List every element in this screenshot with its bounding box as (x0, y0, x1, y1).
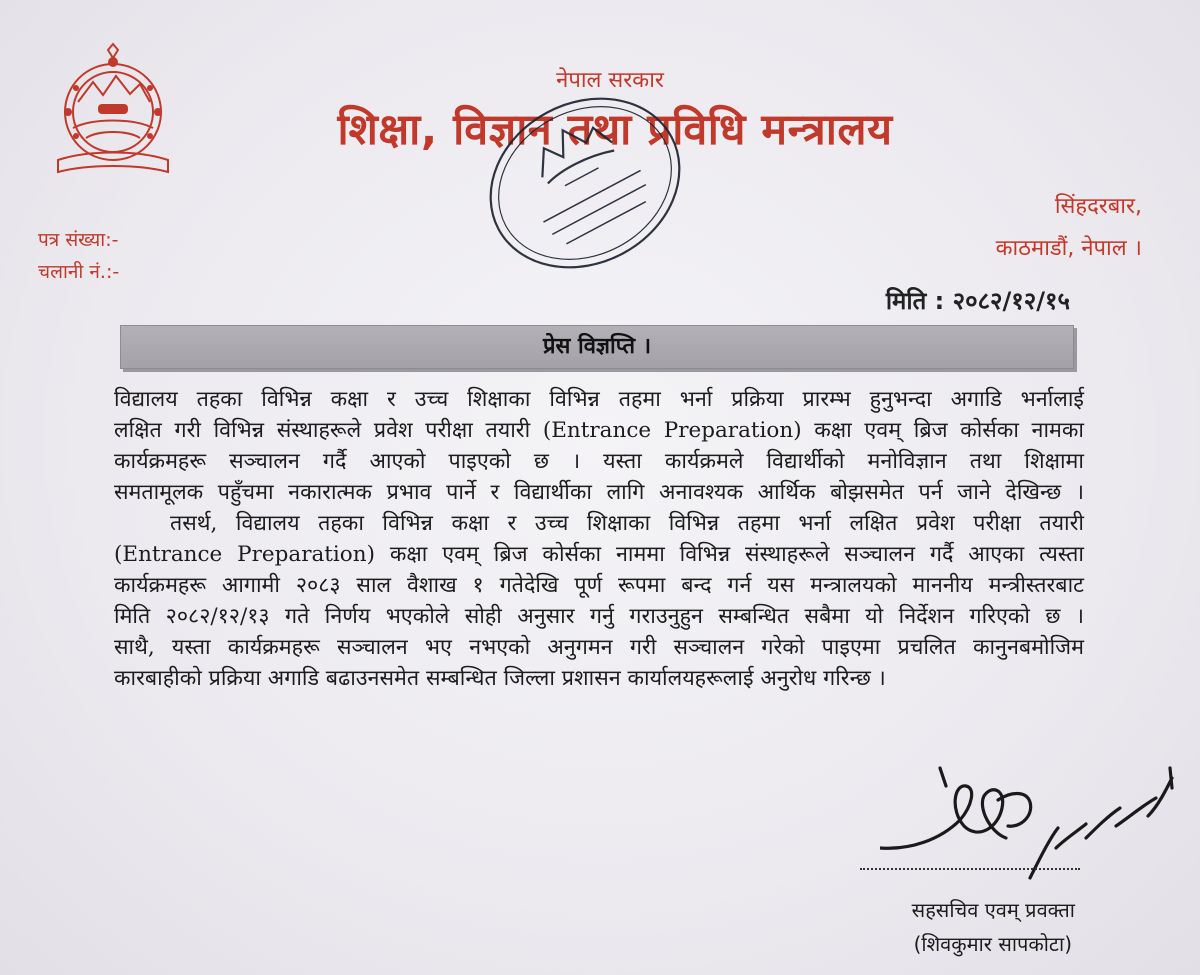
body-line: (Entrance Preparation) कक्षा एवम् ब्रिज कोर्सका नाममा विभिन्न संस्थाहरूले सञ्चालन गर्दै आएका त्यस्ता (114, 542, 1084, 567)
letter-date: मिति : २०८२/१२/१५ (885, 287, 1070, 315)
dispatch-number: चलानी नं.:- (38, 261, 120, 283)
body-line: विद्यालय तहका विभिन्न कक्षा र उच्च शिक्षाका विभिन्न तहमा भर्ना प्रक्रिया प्रारम्भ हुनुभन्दा अगाडि भर्नालाई (114, 387, 1084, 412)
body-line: समतामूलक पहुँचमा नकारात्मक प्रभाव पार्ने र विद्यार्थीका लागि अनावश्यक आर्थिक बोझसमेत पर्न जाने देखिन्छ । (114, 480, 1084, 505)
signatory-name: (शिवकुमार सापकोटा) (913, 932, 1072, 956)
letter-number: पत्र संख्या:- (38, 229, 119, 251)
letter-body (114, 384, 1084, 694)
press-release-title: प्रेस विज्ञप्ति । (120, 325, 1074, 369)
body-line: कार्यक्रमहरू सञ्चालन गर्दै आएको पाइएको छ । यस्ता कार्यक्रमले विद्यार्थीको मनोविज्ञान तथा शिक्षामा (114, 449, 1084, 474)
government-heading: नेपाल सरकार (556, 68, 664, 93)
signature-line (860, 868, 1080, 870)
body-line: लक्षित गरी विभिन्न संस्थाहरूले प्रवेश परीक्षा तयारी (Entrance Preparation) कक्षा एवम् ब्रिज कोर्सका नामका (114, 418, 1084, 443)
body-line: कार्यक्रमहरू आगामी २०८३ साल वैशाख १ गतेदेखि पूर्ण रूपमा बन्द गर्न यस मन्त्रालयको माननीय मन्त्रीस्तरबाट (114, 573, 1084, 598)
address-line-1: सिंहदरबार, (1054, 194, 1142, 219)
ministry-heading: शिक्षा, विज्ञान तथा प्रविधि मन्त्रालय (337, 105, 893, 155)
body-line: तसर्थ, विद्यालय तहका विभिन्न कक्षा र उच्च शिक्षाका विभिन्न तहमा भर्ना लक्षित प्रवेश परीक्षा तयारी (170, 511, 1084, 536)
signatory-title: सहसचिव एवम् प्रवक्ता (911, 898, 1075, 922)
address-line-2: काठमाडौं, नेपाल । (995, 236, 1142, 261)
body-line: मिति २०८२/१२/१३ गते निर्णय भएकोले सोही अनुसार गर्नु गराउनुहुन सम्बन्धित सबैमा यो निर्देशन गरिएको छ । (114, 604, 1084, 629)
body-line: कारबाहीको प्रक्रिया अगाडि बढाउनसमेत सम्बन्धित जिल्ला प्रशासन कार्यालयहरूलाई अनुरोध गरिन्छ । (114, 666, 886, 691)
ministry-stamp-icon (470, 88, 700, 278)
body-line: साथै, यस्ता कार्यक्रमहरू सञ्चालन भए नभएको अनुगमन गरी सञ्चालन गरेको पाइएमा प्रचलित कानुनबमोजिम (114, 635, 1084, 660)
